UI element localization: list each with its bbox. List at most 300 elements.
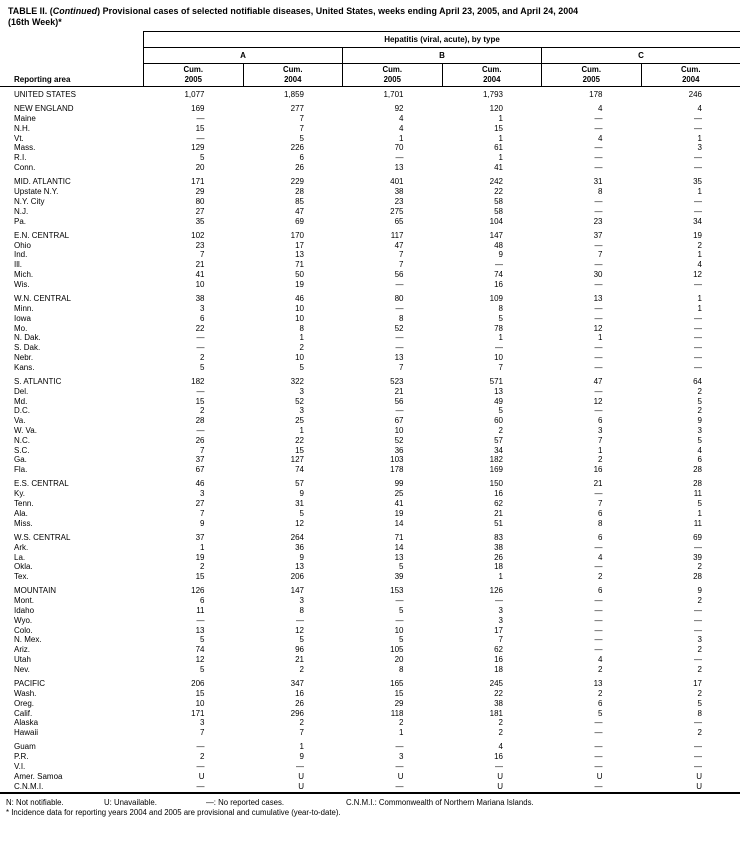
- title-prefix: TABLE II. (: [8, 6, 53, 16]
- cell-value: 38: [442, 543, 542, 553]
- cell-value: —: [342, 304, 442, 314]
- cell-value: —: [541, 197, 641, 207]
- header-columns-area: [143, 31, 740, 86]
- table-row: [0, 426, 740, 436]
- cell-value: 9: [143, 519, 243, 529]
- cell-value: 1: [442, 572, 542, 582]
- cell-value: —: [541, 616, 641, 626]
- cell-value: —: [342, 406, 442, 416]
- row-label: Maine: [0, 114, 143, 124]
- row-label: Tex.: [0, 572, 143, 582]
- cell-value: 6: [243, 153, 343, 163]
- cell-value: 2: [442, 718, 542, 728]
- cell-value: 17: [442, 626, 542, 636]
- cell-value: 10: [342, 426, 442, 436]
- cell-value: 19: [243, 280, 343, 290]
- row-label: W.N. CENTRAL: [0, 294, 143, 304]
- row-label: Ill.: [0, 260, 143, 270]
- cell-value: —: [342, 153, 442, 163]
- cell-value: 1: [442, 153, 542, 163]
- cell-value: 27: [143, 207, 243, 217]
- cell-value: 71: [342, 533, 442, 543]
- cell-value: 147: [243, 586, 343, 596]
- cell-value: 4: [541, 553, 641, 563]
- cell-value: 104: [442, 217, 542, 227]
- table-row: [0, 689, 740, 699]
- cell-value: —: [342, 333, 442, 343]
- cell-value: 13: [243, 250, 343, 260]
- cell-value: 2: [641, 728, 740, 738]
- cell-value: U: [641, 782, 740, 792]
- cell-value: —: [541, 207, 641, 217]
- cell-value: —: [541, 304, 641, 314]
- cell-value: 1,701: [342, 90, 442, 100]
- cell-value: —: [541, 163, 641, 173]
- cell-value: —: [541, 387, 641, 397]
- cell-value: —: [442, 762, 542, 772]
- row-label: Tenn.: [0, 499, 143, 509]
- cell-value: 2: [143, 752, 243, 762]
- cell-value: 169: [442, 465, 542, 475]
- table-row: [0, 479, 740, 489]
- cell-value: 4: [541, 134, 641, 144]
- cell-value: 52: [342, 436, 442, 446]
- row-label: N.C.: [0, 436, 143, 446]
- cell-value: 13: [243, 562, 343, 572]
- cell-value: —: [641, 606, 740, 616]
- cell-value: 20: [143, 163, 243, 173]
- cell-value: 10: [143, 699, 243, 709]
- cell-value: 11: [641, 519, 740, 529]
- cell-value: 31: [243, 499, 343, 509]
- table-row: [0, 446, 740, 456]
- cell-value: 34: [641, 217, 740, 227]
- column-header-label: Cum.: [343, 65, 442, 75]
- cell-value: —: [541, 124, 641, 134]
- cell-value: —: [342, 280, 442, 290]
- cell-value: 127: [243, 455, 343, 465]
- cell-value: 29: [143, 187, 243, 197]
- cell-value: 3: [641, 143, 740, 153]
- cell-value: 83: [442, 533, 542, 543]
- cell-value: 38: [442, 699, 542, 709]
- cell-value: 242: [442, 177, 542, 187]
- cell-value: —: [641, 343, 740, 353]
- row-label: PACIFIC: [0, 679, 143, 689]
- cell-value: 26: [243, 699, 343, 709]
- cell-value: 11: [143, 606, 243, 616]
- column-header-label: Cum.: [443, 65, 542, 75]
- cell-value: 129: [143, 143, 243, 153]
- cell-value: 3: [641, 426, 740, 436]
- subgroup-a-header: A: [144, 48, 342, 63]
- cell-value: 2: [641, 689, 740, 699]
- cell-value: —: [541, 241, 641, 251]
- cell-value: 102: [143, 231, 243, 241]
- cell-value: 169: [143, 104, 243, 114]
- row-label: Guam: [0, 742, 143, 752]
- mmwr-table-page: [0, 6, 740, 844]
- cell-value: 37: [143, 455, 243, 465]
- table-body: [0, 90, 740, 794]
- cell-value: 5: [342, 606, 442, 616]
- row-label: N.Y. City: [0, 197, 143, 207]
- row-label: Iowa: [0, 314, 143, 324]
- cell-value: 23: [143, 241, 243, 251]
- cell-value: 7: [541, 250, 641, 260]
- cell-value: 1: [243, 742, 343, 752]
- cell-value: 9: [641, 586, 740, 596]
- table-row: [0, 742, 740, 752]
- table-row: [0, 616, 740, 626]
- row-label: Ohio: [0, 241, 143, 251]
- table-row: [0, 699, 740, 709]
- table-row: [0, 533, 740, 543]
- cell-value: 6: [541, 586, 641, 596]
- cell-value: 1: [243, 333, 343, 343]
- cell-value: 2: [641, 562, 740, 572]
- cell-value: —: [541, 596, 641, 606]
- cell-value: —: [541, 406, 641, 416]
- cell-value: 47: [243, 207, 343, 217]
- cell-value: 19: [641, 231, 740, 241]
- cell-value: 74: [442, 270, 542, 280]
- table-row: [0, 709, 740, 719]
- column-header-c-2004: [641, 64, 740, 86]
- table-row: [0, 562, 740, 572]
- cell-value: 2: [641, 406, 740, 416]
- cell-value: 3: [442, 616, 542, 626]
- table-row: [0, 333, 740, 343]
- cell-value: 21: [342, 387, 442, 397]
- cell-value: 147: [442, 231, 542, 241]
- cell-value: —: [641, 114, 740, 124]
- cell-value: 13: [143, 626, 243, 636]
- row-label: Calif.: [0, 709, 143, 719]
- cell-value: 229: [243, 177, 343, 187]
- cell-value: 7: [442, 635, 542, 645]
- cell-value: 61: [442, 143, 542, 153]
- cell-value: 8: [541, 187, 641, 197]
- cell-value: 22: [143, 324, 243, 334]
- cell-value: 21: [143, 260, 243, 270]
- cell-value: 41: [143, 270, 243, 280]
- cell-value: 3: [342, 752, 442, 762]
- cell-value: 8: [442, 304, 542, 314]
- cell-value: —: [541, 782, 641, 792]
- cell-value: 56: [342, 270, 442, 280]
- row-label: Amer. Samoa: [0, 772, 143, 782]
- row-label: Mont.: [0, 596, 143, 606]
- table-section: [0, 533, 740, 582]
- cell-value: 21: [442, 509, 542, 519]
- cell-value: —: [541, 718, 641, 728]
- cell-value: 10: [143, 280, 243, 290]
- cell-value: U: [442, 772, 542, 782]
- row-label: Kans.: [0, 363, 143, 373]
- cell-value: 52: [243, 397, 343, 407]
- cell-value: 178: [541, 90, 641, 100]
- table-row: [0, 197, 740, 207]
- cell-value: 80: [342, 294, 442, 304]
- row-label: E.N. CENTRAL: [0, 231, 143, 241]
- cell-value: 182: [143, 377, 243, 387]
- cell-value: 14: [342, 543, 442, 553]
- cell-value: 16: [541, 465, 641, 475]
- cell-value: 6: [541, 416, 641, 426]
- cell-value: 153: [342, 586, 442, 596]
- cell-value: 2: [641, 596, 740, 606]
- cell-value: 7: [342, 250, 442, 260]
- cell-value: U: [243, 772, 343, 782]
- cell-value: 5: [442, 314, 542, 324]
- cell-value: 46: [143, 479, 243, 489]
- cell-value: 1: [641, 304, 740, 314]
- cell-value: 70: [342, 143, 442, 153]
- cell-value: 2: [442, 426, 542, 436]
- cell-value: —: [143, 742, 243, 752]
- cell-value: 19: [143, 553, 243, 563]
- cell-value: 4: [641, 104, 740, 114]
- row-label: P.R.: [0, 752, 143, 762]
- cell-value: 1: [541, 333, 641, 343]
- cell-value: 3: [143, 489, 243, 499]
- cell-value: 3: [442, 606, 542, 616]
- cell-value: 2: [641, 241, 740, 251]
- cell-value: —: [143, 387, 243, 397]
- cell-value: 347: [243, 679, 343, 689]
- cell-value: 5: [243, 509, 343, 519]
- cell-value: 15: [143, 124, 243, 134]
- row-label: Wis.: [0, 280, 143, 290]
- cell-value: 1: [442, 333, 542, 343]
- row-label: Oreg.: [0, 699, 143, 709]
- cell-value: —: [541, 645, 641, 655]
- cell-value: 4: [541, 104, 641, 114]
- row-label: Alaska: [0, 718, 143, 728]
- cell-value: 6: [143, 314, 243, 324]
- table-section: [0, 377, 740, 475]
- subgroup-c-header: C: [541, 48, 740, 63]
- cell-value: 92: [342, 104, 442, 114]
- table-header: [0, 31, 740, 87]
- cell-value: —: [143, 134, 243, 144]
- cell-value: 3: [541, 426, 641, 436]
- cell-value: 20: [342, 655, 442, 665]
- cell-value: —: [641, 163, 740, 173]
- cell-value: —: [641, 333, 740, 343]
- table-row: [0, 543, 740, 553]
- row-label: Ariz.: [0, 645, 143, 655]
- cell-value: —: [641, 626, 740, 636]
- cell-value: 296: [243, 709, 343, 719]
- cell-value: 12: [143, 655, 243, 665]
- cell-value: 38: [143, 294, 243, 304]
- cell-value: 10: [243, 314, 343, 324]
- table-row: [0, 596, 740, 606]
- cell-value: —: [541, 742, 641, 752]
- column-header-year: 2004: [244, 75, 343, 85]
- cell-value: 15: [243, 446, 343, 456]
- title-week: (16th Week)*: [8, 17, 62, 27]
- table-row: [0, 177, 740, 187]
- cell-value: 2: [243, 343, 343, 353]
- cell-value: 26: [243, 163, 343, 173]
- row-label: Ark.: [0, 543, 143, 553]
- cell-value: —: [541, 762, 641, 772]
- table-row: [0, 728, 740, 738]
- table-row: [0, 406, 740, 416]
- column-header-year: 2004: [642, 75, 740, 85]
- row-label: N.H.: [0, 124, 143, 134]
- cell-value: 2: [541, 665, 641, 675]
- cell-value: 3: [243, 596, 343, 606]
- table-title: [8, 6, 730, 28]
- table-row: [0, 207, 740, 217]
- row-label: La.: [0, 553, 143, 563]
- legend-row: [6, 798, 734, 808]
- cell-value: 12: [243, 519, 343, 529]
- title-continued: Continued: [53, 6, 97, 16]
- subgroup-b-header: B: [342, 48, 541, 63]
- cell-value: —: [342, 596, 442, 606]
- cell-value: 25: [243, 416, 343, 426]
- cell-value: 3: [641, 635, 740, 645]
- row-label: Wash.: [0, 689, 143, 699]
- cell-value: 67: [143, 465, 243, 475]
- cell-value: 1: [641, 294, 740, 304]
- cell-value: —: [541, 489, 641, 499]
- row-label: UNITED STATES: [0, 90, 143, 100]
- table-section: [0, 90, 740, 100]
- table-row: [0, 363, 740, 373]
- cell-value: —: [641, 353, 740, 363]
- cell-value: 36: [243, 543, 343, 553]
- table-section: [0, 586, 740, 674]
- cell-value: 5: [143, 153, 243, 163]
- cell-value: 3: [243, 406, 343, 416]
- subgroup-header-row: [143, 48, 740, 64]
- cell-value: 35: [143, 217, 243, 227]
- table-row: [0, 304, 740, 314]
- cell-value: 105: [342, 645, 442, 655]
- cell-value: 275: [342, 207, 442, 217]
- row-label: Okla.: [0, 562, 143, 572]
- cell-value: —: [143, 782, 243, 792]
- cell-value: 38: [342, 187, 442, 197]
- row-label: Upstate N.Y.: [0, 187, 143, 197]
- row-label: Hawaii: [0, 728, 143, 738]
- cell-value: 9: [243, 553, 343, 563]
- cell-value: 7: [243, 124, 343, 134]
- cell-value: 9: [243, 752, 343, 762]
- cell-value: 9: [641, 416, 740, 426]
- cell-value: 34: [442, 446, 542, 456]
- cell-value: 37: [541, 231, 641, 241]
- table-section: [0, 294, 740, 372]
- cell-value: 118: [342, 709, 442, 719]
- cell-value: 5: [342, 635, 442, 645]
- cell-value: 16: [442, 655, 542, 665]
- cell-value: —: [541, 143, 641, 153]
- column-header-label: Cum.: [642, 65, 740, 75]
- cell-value: —: [641, 280, 740, 290]
- cell-value: 165: [342, 679, 442, 689]
- table-row: [0, 553, 740, 563]
- table-row: [0, 465, 740, 475]
- cell-value: 16: [442, 489, 542, 499]
- row-label: Wyo.: [0, 616, 143, 626]
- table-row: [0, 635, 740, 645]
- cell-value: 1: [243, 426, 343, 436]
- cell-value: 4: [442, 742, 542, 752]
- cell-value: —: [541, 280, 641, 290]
- cell-value: 96: [243, 645, 343, 655]
- cell-value: —: [641, 363, 740, 373]
- cell-value: —: [143, 114, 243, 124]
- row-label: Fla.: [0, 465, 143, 475]
- cell-value: 62: [442, 645, 542, 655]
- cell-value: —: [541, 543, 641, 553]
- cell-value: 17: [641, 679, 740, 689]
- cell-value: 6: [143, 596, 243, 606]
- cell-value: 15: [143, 572, 243, 582]
- cell-value: 245: [442, 679, 542, 689]
- row-label: W. Va.: [0, 426, 143, 436]
- column-header-b-2004: [442, 64, 542, 86]
- cell-value: 69: [641, 533, 740, 543]
- cell-value: —: [641, 324, 740, 334]
- cell-value: 51: [442, 519, 542, 529]
- row-label: Conn.: [0, 163, 143, 173]
- cell-value: 8: [342, 314, 442, 324]
- legend-no-reported-cases: —: No reported cases.: [206, 798, 346, 808]
- cell-value: 57: [243, 479, 343, 489]
- cell-value: 10: [243, 353, 343, 363]
- cell-value: —: [342, 782, 442, 792]
- cell-value: 7: [243, 114, 343, 124]
- column-header-year: 2005: [144, 75, 243, 85]
- table-row: [0, 114, 740, 124]
- row-label: Ind.: [0, 250, 143, 260]
- cell-value: 126: [442, 586, 542, 596]
- row-label: C.N.M.I.: [0, 782, 143, 792]
- table-row: [0, 586, 740, 596]
- cell-value: U: [541, 772, 641, 782]
- cell-value: 1: [342, 134, 442, 144]
- table-row: [0, 217, 740, 227]
- cell-value: 2: [243, 665, 343, 675]
- cell-value: 18: [442, 562, 542, 572]
- row-label: Md.: [0, 397, 143, 407]
- cell-value: 21: [541, 479, 641, 489]
- cell-value: 99: [342, 479, 442, 489]
- cell-value: 16: [442, 752, 542, 762]
- cell-value: —: [641, 762, 740, 772]
- cell-value: 2: [442, 728, 542, 738]
- cell-value: 23: [541, 217, 641, 227]
- cell-value: 29: [342, 699, 442, 709]
- cell-value: —: [342, 762, 442, 772]
- cell-value: —: [541, 635, 641, 645]
- cell-value: 64: [641, 377, 740, 387]
- cell-value: 15: [442, 124, 542, 134]
- cell-value: 13: [342, 553, 442, 563]
- cell-value: 8: [243, 606, 343, 616]
- row-label: N.J.: [0, 207, 143, 217]
- cell-value: 1: [641, 134, 740, 144]
- cell-value: U: [143, 772, 243, 782]
